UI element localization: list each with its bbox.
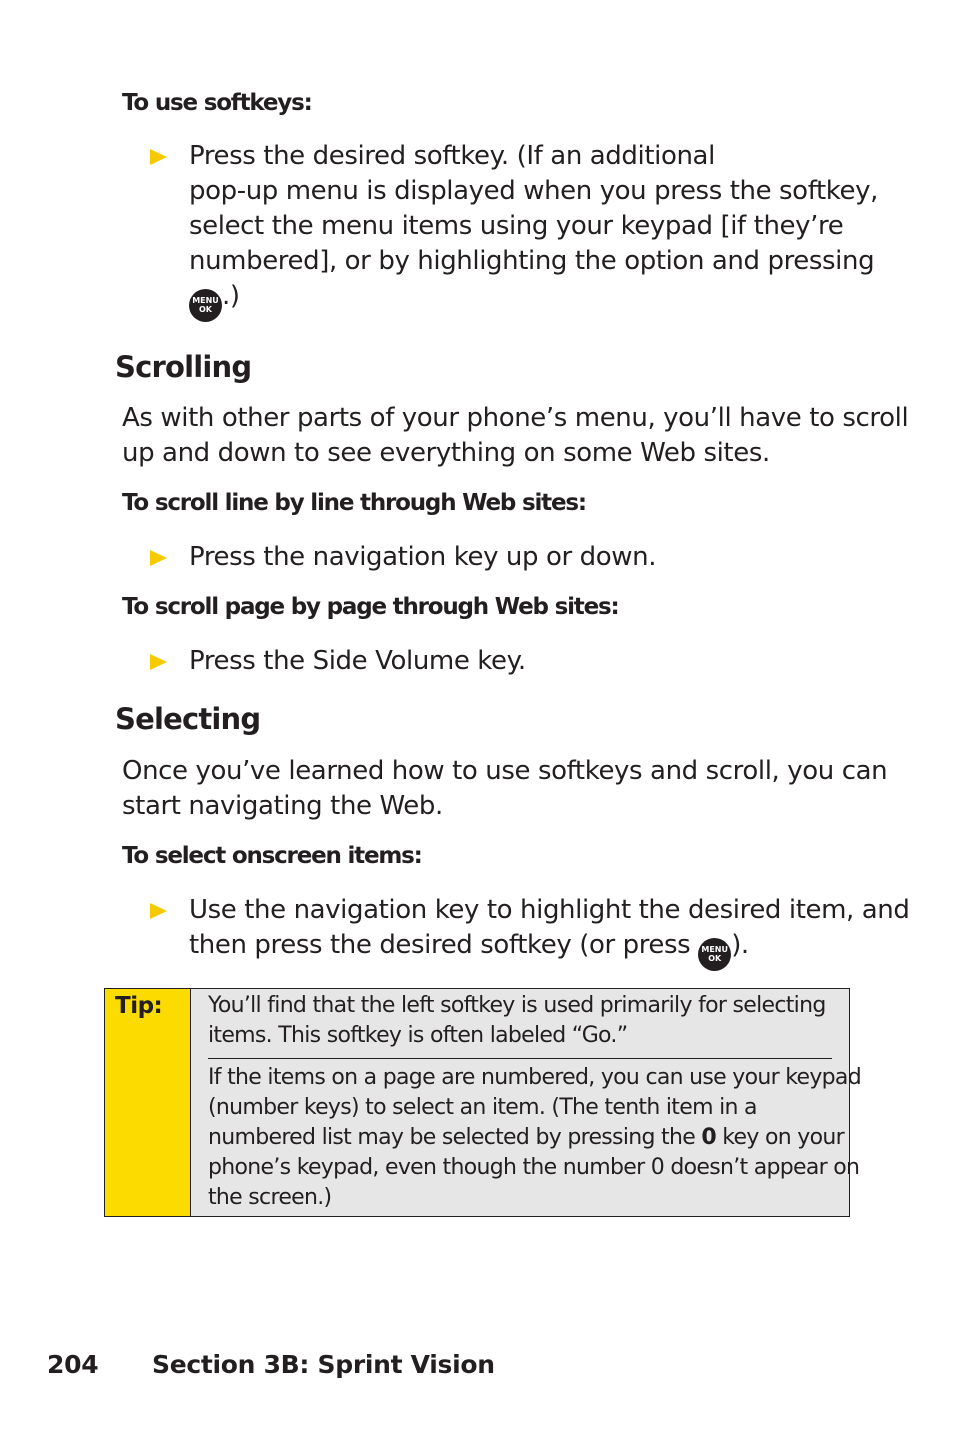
subheading-select-items: To select onscreen items: [122, 843, 422, 869]
bullet-arrow-icon [150, 903, 167, 919]
bullet-line-end: .) [222, 281, 240, 311]
bullet-line: Press the desired softkey. (If an additional [189, 141, 715, 171]
subheading-scroll-line: To scroll line by line through Web sites: [122, 490, 586, 516]
tip-content [208, 991, 861, 1213]
bullet-scroll-line: Press the navigation key up or down. [189, 542, 657, 572]
para-line: Once you’ve learned how to use softkeys and scroll, you can [122, 756, 888, 786]
tip-text-2 [208, 1063, 861, 1213]
bullet-arrow-icon [150, 654, 167, 670]
subheading-scroll-page: To scroll page by page through Web sites: [122, 594, 619, 620]
tip-box [104, 988, 861, 1217]
heading-selecting: Selecting [115, 702, 261, 736]
bullet-line: Use the navigation key to highlight the desired item, and [189, 895, 910, 925]
tip-label-column [105, 989, 191, 1216]
para-line: start navigating the Web. [122, 791, 443, 821]
tip-line: You’ll find that the left softkey is used primarily for selecting [208, 993, 826, 1018]
bullet-line: select the menu items using your keypad [if they’re [189, 211, 844, 241]
key-zero: 0 [701, 1125, 716, 1150]
para-line: up and down to see everything on some Web sites. [122, 438, 770, 468]
page-number: 204 [47, 1350, 99, 1379]
bullet-arrow-icon [150, 149, 167, 165]
heading-scrolling: Scrolling [115, 350, 252, 384]
tip-line: phone’s keypad, even though the number 0 doesn’t appear on [208, 1155, 860, 1180]
bullet-select-item [189, 893, 910, 971]
tip-line-pre: numbered list may be selected by pressing the [208, 1125, 702, 1150]
bullet-line-post: ). [731, 930, 749, 960]
bullet-line: numbered], or by highlighting the option and pressing [189, 246, 875, 276]
scrolling-paragraph [122, 401, 908, 471]
bullet-arrow-icon [150, 550, 167, 566]
subheading-use-softkeys: To use softkeys: [122, 90, 312, 116]
tip-label: Tip: [115, 993, 163, 1019]
bullet-scroll-page: Press the Side Volume key. [189, 646, 526, 676]
menu-ok-key-icon: MENU OK [189, 289, 222, 322]
para-line: As with other parts of your phone’s menu, you’ll have to scroll [122, 403, 909, 433]
bullet-line-pre: then press the desired softkey (or press [189, 930, 699, 960]
tip-text-1 [208, 991, 832, 1059]
tip-line: (number keys) to select an item. (The tenth item in a [208, 1095, 757, 1120]
selecting-paragraph [122, 754, 887, 824]
tip-line: the screen.) [208, 1185, 332, 1210]
tip-line: items. This softkey is often labeled “Go.” [208, 1023, 628, 1048]
menu-ok-key-icon: MENU OK [698, 938, 731, 971]
tip-line-post: key on your [715, 1125, 844, 1150]
tip-line: If the items on a page are numbered, you can use your keypad [208, 1065, 861, 1090]
bullet-softkey-instructions [189, 139, 878, 322]
section-title: Section 3B: Sprint Vision [152, 1350, 495, 1379]
bullet-line: pop-up menu is displayed when you press the softkey, [189, 176, 878, 206]
